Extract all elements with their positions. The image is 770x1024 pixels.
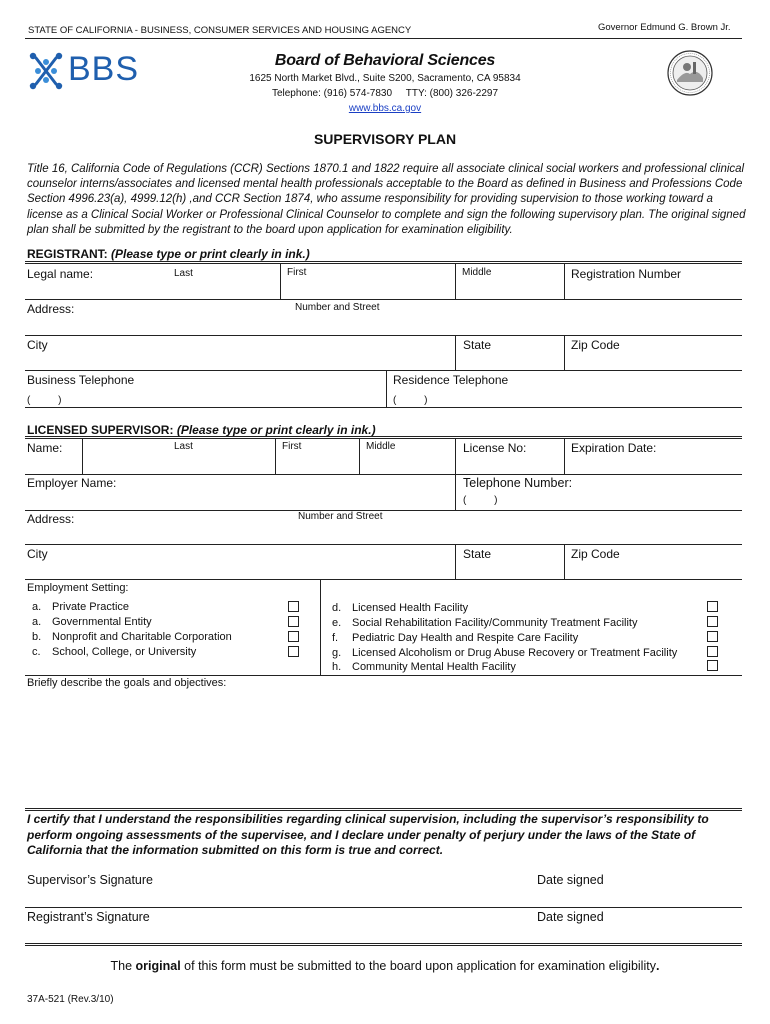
intro-line: license as a Clinical Social Worker or Professional Clinical Counselor to complete and sign the following supervisory plan. The original signed bbox=[27, 208, 746, 221]
setting-school-checkbox[interactable] bbox=[288, 646, 299, 657]
registrant-heading: REGISTRANT: (Please type or print clearly in ink.) bbox=[27, 247, 310, 261]
setting-social-rehab-checkbox[interactable] bbox=[707, 616, 718, 627]
setting-community-mh-label: Community Mental Health Facility bbox=[352, 661, 516, 673]
setting-private-practice-checkbox[interactable] bbox=[288, 601, 299, 612]
registrant-signature-label: Registrant’s Signature bbox=[27, 910, 150, 924]
registrant-date-label: Date signed bbox=[537, 910, 604, 924]
setting-governmental-checkbox[interactable] bbox=[288, 616, 299, 627]
setting-health-facility-checkbox[interactable] bbox=[707, 601, 718, 612]
agency-line: STATE OF CALIFORNIA - BUSINESS, CONSUMER SERVICES AND HOUSING AGENCY bbox=[28, 25, 412, 36]
certification-line: California that the information submitted on this form is true and correct. bbox=[27, 843, 444, 857]
certification-line: I certify that I understand the responsibilities regarding clinical supervision, including the supervisor’s responsibility to bbox=[27, 812, 709, 826]
setting-nonprofit-label: Nonprofit and Charitable Corporation bbox=[52, 631, 232, 643]
state-label: State bbox=[463, 338, 492, 352]
legal-name-last-label: Last bbox=[174, 268, 193, 279]
supervisor-address-label: Address: bbox=[27, 512, 75, 526]
setting-health-facility-label: Licensed Health Facility bbox=[352, 602, 469, 614]
setting-nonprofit-checkbox[interactable] bbox=[288, 631, 299, 642]
supervisor-name-label: Name: bbox=[27, 441, 63, 455]
expiration-date-label: Expiration Date: bbox=[571, 441, 657, 455]
setting-community-mh-checkbox[interactable] bbox=[707, 660, 718, 671]
goals-label: Briefly describe the goals and objectives: bbox=[27, 677, 227, 689]
address-label: Address: bbox=[27, 302, 75, 316]
board-phone: Telephone: (916) 574-7830 TTY: (800) 326-2297 bbox=[271, 88, 499, 99]
supervisor-date-label: Date signed bbox=[537, 873, 604, 887]
form-title: SUPERVISORY PLAN bbox=[313, 131, 457, 147]
supervisor-signature-label: Supervisor’s Signature bbox=[27, 873, 153, 887]
certification-line: perform ongoing assessments of the supervisee, and I declare under penalty of perjury under the laws of the State of bbox=[27, 827, 696, 842]
setting-private-practice-label: Private Practice bbox=[52, 601, 130, 613]
setting-pediatric-label: Pediatric Day Health and Respite Care Facility bbox=[352, 632, 579, 644]
license-no-label: License No: bbox=[463, 441, 527, 455]
setting-social-rehab-label: Social Rehabilitation Facility/Community Treatment Facility bbox=[352, 617, 638, 629]
setting-pediatric-checkbox[interactable] bbox=[707, 631, 718, 642]
business-telephone-label: Business Telephone bbox=[27, 373, 135, 387]
registrant-signature-line[interactable] bbox=[25, 943, 742, 944]
board-website-link[interactable]: www.bbs.ca.gov bbox=[348, 103, 422, 114]
employment-setting-label: Employment Setting: bbox=[27, 582, 129, 594]
supervisor-signature-line[interactable] bbox=[25, 907, 742, 908]
supervisor-first-label: First bbox=[282, 441, 302, 452]
supervisor-middle-label: Middle bbox=[366, 441, 396, 452]
employer-name-label: Employer Name: bbox=[27, 476, 117, 490]
bbs-logo-text: BBS bbox=[68, 50, 140, 88]
setting-alcohol-drug-label: Licensed Alcoholism or Drug Abuse Recovery or Treatment Facility bbox=[352, 647, 678, 659]
goals-textarea[interactable] bbox=[25, 692, 742, 807]
board-address: 1625 North Market Blvd., Suite S200, Sacramento, CA 95834 bbox=[249, 73, 521, 84]
supervisor-heading: LICENSED SUPERVISOR: (Please type or print clearly in ink.) bbox=[27, 423, 376, 437]
intro-line: plan shall be submitted by the registrant to the board upon application for examination eligibility. bbox=[27, 223, 513, 236]
supervisor-last-label: Last bbox=[174, 441, 193, 452]
supervisor-state-label: State bbox=[463, 547, 492, 561]
zip-label: Zip Code bbox=[571, 338, 620, 352]
residence-telephone-area[interactable]: ( ) bbox=[393, 395, 428, 406]
setting-alcohol-drug-checkbox[interactable] bbox=[707, 646, 718, 657]
form-id: 37A-521 (Rev.3/10) bbox=[27, 994, 114, 1005]
city-label: City bbox=[27, 338, 48, 352]
supervisor-number-street-label: Number and Street bbox=[298, 511, 383, 522]
supervisor-telephone-label: Telephone Number: bbox=[463, 476, 573, 490]
footer-note: The original of this form must be submitted to the board upon application for examination eligibility. bbox=[110, 959, 660, 973]
legal-name-label: Legal name: bbox=[27, 267, 94, 281]
board-name: Board of Behavioral Sciences bbox=[274, 52, 496, 69]
registration-number-label: Registration Number bbox=[571, 267, 682, 281]
number-street-label: Number and Street bbox=[295, 302, 380, 313]
setting-school-label: School, College, or University bbox=[52, 646, 197, 658]
residence-telephone-label: Residence Telephone bbox=[393, 373, 509, 387]
legal-name-middle-label: Middle bbox=[462, 267, 492, 278]
business-telephone-area[interactable]: ( ) bbox=[27, 395, 62, 406]
intro-line: Section 4996.23(a), 4999.12(h) ,and CCR Section 1874, who assume responsibility for providing supervision to those working toward a bbox=[27, 193, 713, 206]
intro-line: counselor interns/associates and licensed mental health professionals acceptable to the Board as defined in Business and Professions Code bbox=[27, 178, 743, 191]
certification-statement bbox=[27, 812, 709, 859]
supervisor-zip-label: Zip Code bbox=[571, 547, 620, 561]
header-rule bbox=[25, 38, 742, 39]
governor-line: Governor Edmund G. Brown Jr. bbox=[598, 22, 731, 33]
legal-name-first-label: First bbox=[287, 267, 307, 278]
setting-governmental-label: Governmental Entity bbox=[52, 616, 152, 628]
intro-paragraph bbox=[27, 162, 747, 238]
intro-line: Title 16, California Code of Regulations (CCR) Sections 1870.1 and 1822 require all associate clinical social workers and professional clinical bbox=[27, 163, 745, 175]
supervisor-telephone-area[interactable]: ( ) bbox=[463, 495, 498, 506]
supervisor-city-label: City bbox=[27, 547, 48, 561]
